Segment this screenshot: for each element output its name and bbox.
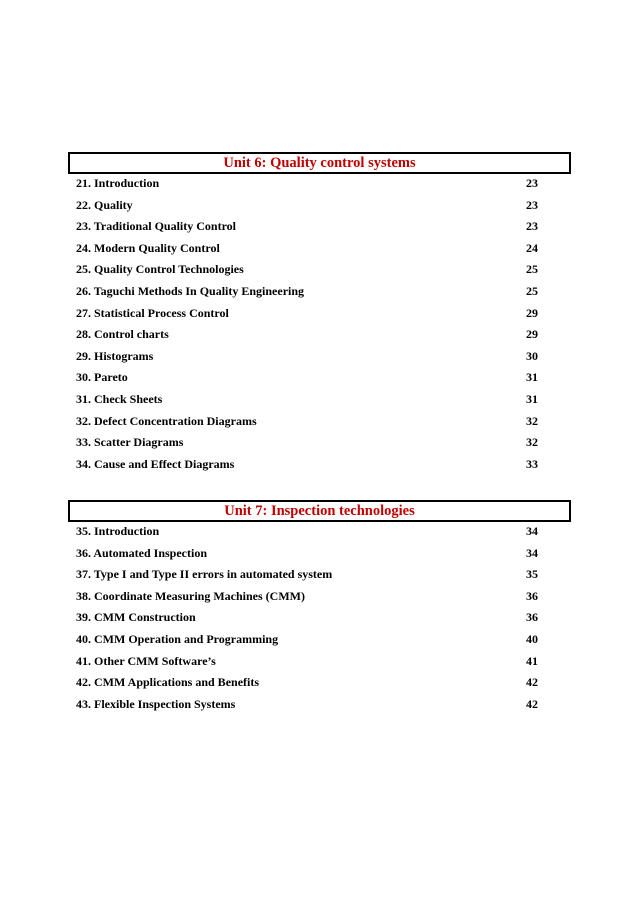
toc-entry-page: 29 [526,327,538,342]
toc-row [68,239,571,261]
toc-entry-page: 30 [526,348,538,363]
toc-row [68,347,571,369]
toc-entry-title: 41. Other CMM Software’s [76,653,216,668]
unit-7-toc-list [68,522,571,716]
toc-entry-title: 42. CMM Applications and Benefits [76,675,260,690]
toc-entry-title: 29. Histograms [76,348,154,363]
toc-entry-title: 32. Defect Concentration Diagrams [76,413,257,428]
toc-entry-title: 28. Control charts [76,327,169,342]
unit-7-title: Unit 7: Inspection technologies [224,503,415,519]
toc-entry-title: 24. Modern Quality Control [76,240,220,255]
toc-entry-page: 35 [526,567,538,582]
toc-entry-page: 32 [526,413,538,428]
toc-row [68,196,571,218]
toc-row [68,412,571,434]
toc-entry-title: 31. Check Sheets [76,391,163,406]
toc-row [68,455,571,477]
toc-row [68,587,571,609]
toc-row [68,522,571,544]
toc-entry-page: 23 [526,176,538,190]
toc-entry-page: 32 [526,435,538,450]
toc-entry-title: 43. Flexible Inspection Systems [76,696,236,711]
toc-entry-title: 21. Introduction [76,176,160,190]
toc-entry-page: 23 [526,197,538,212]
toc-row [68,544,571,566]
toc-entry-page: 42 [526,675,538,690]
unit-6-title: Unit 6: Quality control systems [223,155,416,171]
unit-6-section [68,152,571,476]
toc-row [68,390,571,412]
toc-entry-title: 23. Traditional Quality Control [76,219,237,234]
toc-entry-title: 40. CMM Operation and Programming [76,631,279,646]
toc-row [68,608,571,630]
unit-6-toc-list [68,174,571,476]
toc-entry-title: 30. Pareto [76,370,128,385]
toc-entry-title: 26. Taguchi Methods In Quality Engineering [76,283,305,298]
toc-row [68,260,571,282]
toc-entry-page: 34 [526,545,538,560]
toc-entry-page: 31 [526,391,538,406]
toc-entry-page: 25 [526,262,538,277]
toc-row [68,174,571,196]
toc-row [68,630,571,652]
toc-entry-page: 36 [526,588,538,603]
toc-entry-page: 24 [526,240,538,255]
unit-6-header [68,152,571,174]
toc-entry-title: 36. Automated Inspection [76,545,208,560]
unit-7-header [68,500,571,522]
toc-entry-title: 35. Introduction [76,524,160,538]
toc-entry-page: 41 [526,653,538,668]
toc-row [68,433,571,455]
toc-row [68,325,571,347]
toc-row [68,565,571,587]
toc-row [68,673,571,695]
toc-entry-title: 39. CMM Construction [76,610,196,625]
toc-row [68,368,571,390]
toc-entry-page: 42 [526,696,538,711]
toc-row [68,217,571,239]
toc-row [68,652,571,674]
toc-entry-title: 33. Scatter Diagrams [76,435,184,450]
toc-entry-page: 25 [526,283,538,298]
toc-entry-title: 37. Type I and Type II errors in automated system [76,567,333,582]
toc-entry-page: 34 [526,524,538,538]
toc-entry-page: 29 [526,305,538,320]
toc-entry-page: 33 [526,456,538,471]
toc-row [68,282,571,304]
toc-entry-title: 22. Quality [76,197,133,212]
toc-entry-page: 31 [526,370,538,385]
toc-entry-page: 23 [526,219,538,234]
toc-entry-page: 36 [526,610,538,625]
toc-entry-title: 25. Quality Control Technologies [76,262,244,277]
toc-entry-title: 34. Cause and Effect Diagrams [76,456,235,471]
toc-row [68,695,571,717]
toc-row [68,304,571,326]
toc-entry-title: 38. Coordinate Measuring Machines (CMM) [76,588,305,603]
toc-entry-page: 40 [526,631,538,646]
toc-entry-title: 27. Statistical Process Control [76,305,229,320]
unit-7-section [68,500,571,716]
